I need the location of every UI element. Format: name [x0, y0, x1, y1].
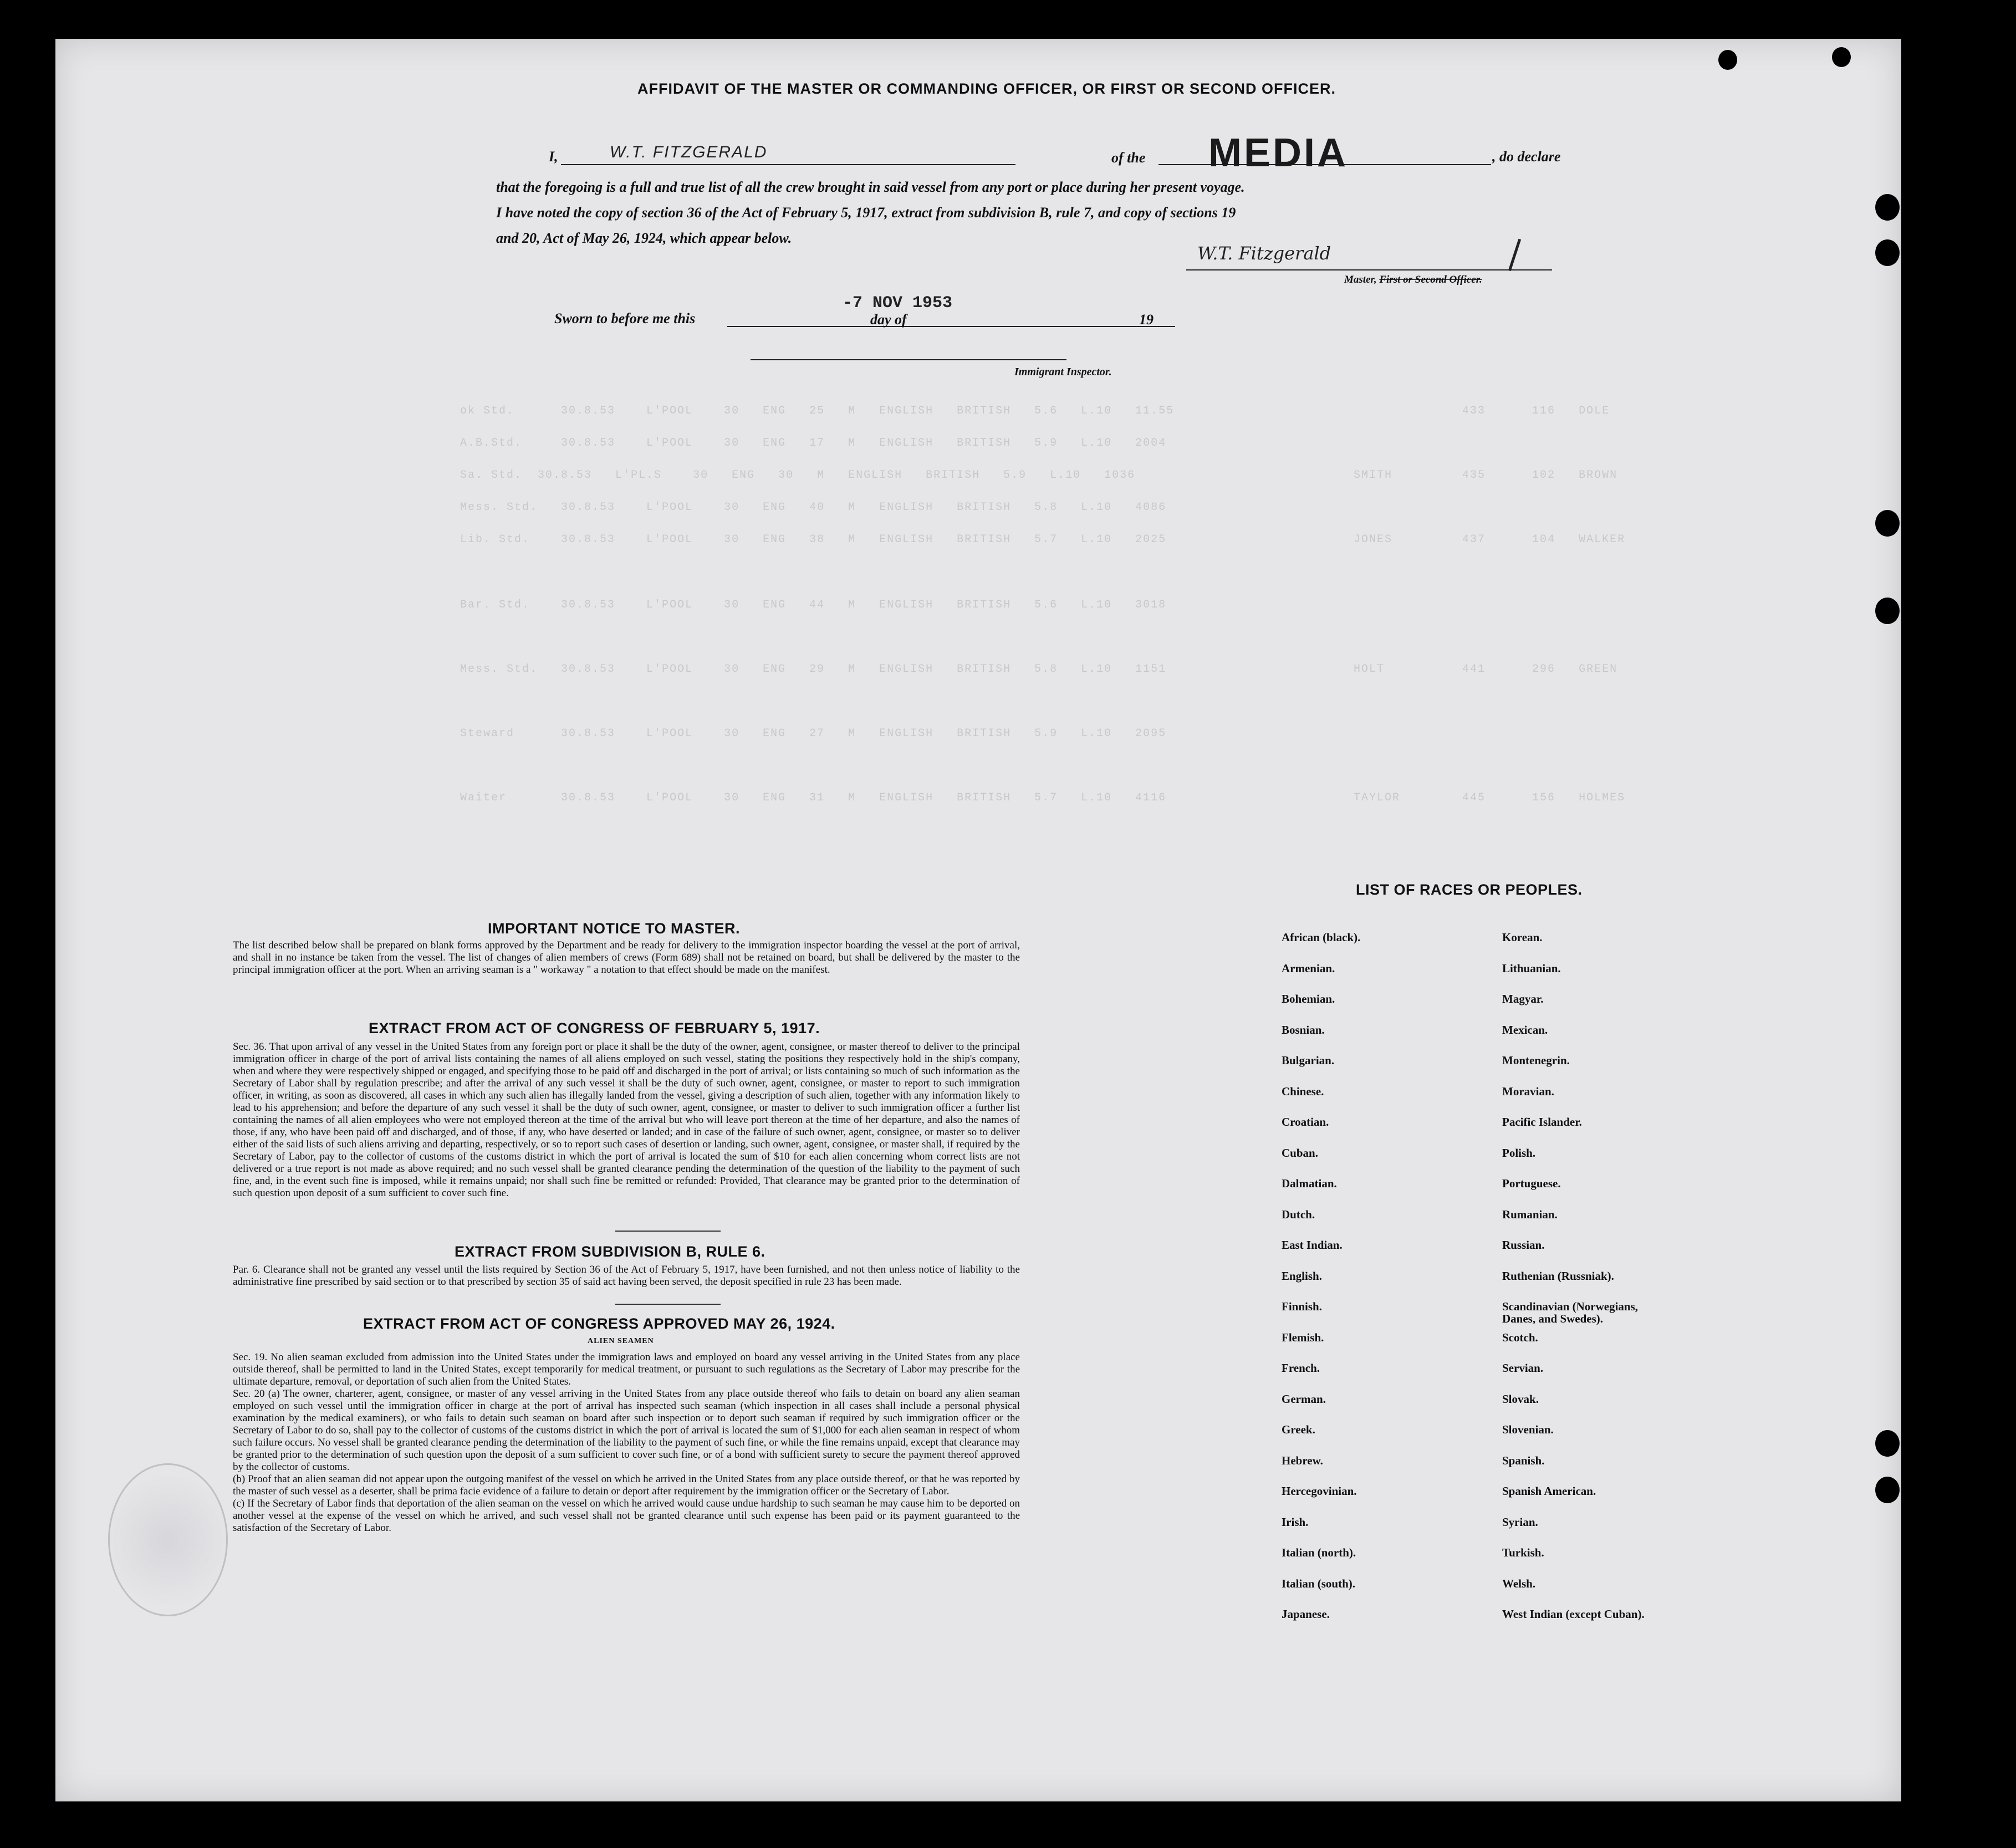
race-item: Dutch.	[1282, 1207, 1315, 1221]
punch-hole	[1875, 1430, 1900, 1457]
bleed-through-row: HOLT 441 296 GREEN	[1330, 663, 1618, 676]
race-item: Servian.	[1502, 1361, 1544, 1375]
race-item: Italian (south).	[1282, 1576, 1356, 1590]
bleed-through-row: Waiter 30.8.53 L'POOL 30 ENG 31 M ENGLISH BRITISH 5.7 L.10 4116	[421, 792, 1167, 804]
extract-1924-title: EXTRACT FROM ACT OF CONGRESS APPROVED MAY 26, 1924.	[363, 1315, 835, 1332]
section-19: Sec. 19. No alien seaman excluded from admission into the United States under the immigration laws and employed on board any vessel arriving in the United States from any place outside thereof, shall be permitted to land in the United States, except temporarily for medical treatment, or pursuant to such regulations as the Secretary of Labor may prescribe for the ultimate departure, removal, or deportation of such alien from the United States.	[233, 1351, 1020, 1387]
bleed-through-row: Bar. Std. 30.8.53 L'POOL 30 ENG 44 M ENGLISH BRITISH 5.6 L.10 3018	[421, 599, 1167, 611]
notice-body: The list described below shall be prepared on blank forms approved by the Department and be ready for delivery to the immigration inspector boarding the vessel at the port of arrival, and shall in no instance be taken from the vessel. The list of changes of alien members of crews (Form 689) shall not be retained on board, but shall be delivered by the master to the principal immigration officer at the port. When an arriving seaman is a " workaway " a notation to that effect should be made on the manifest.	[233, 940, 1020, 976]
punch-hole	[1875, 194, 1900, 221]
race-item: Ruthenian (Russniak).	[1502, 1269, 1614, 1283]
notice-title: IMPORTANT NOTICE TO MASTER.	[488, 920, 740, 937]
section-20a: Sec. 20 (a) The owner, charterer, agent, consignee, or master of any vessel arriving in the United States from any place outside thereof who fails to detain on board any alien seaman employed on such vessel until the immigration officer in charge at the port of arrival has inspected such seaman (which inspection in all cases shall include a personal physical examination by the medical examiners), or who fails to detain such seaman on board after such inspection or to deport such seaman if required by such immigration officer or the Secretary of Labor to do so, shall pay to the collector of customs of the customs district in which the port of arrival is located the sum of $1,000 for each alien seaman in respect of whom such failure occurs. No vessel shall be granted clearance pending the determination of the liability to the payment of such fine, or while the fine remains unpaid, except that clearance may be granted prior to the determination of such question upon the deposit of a sum sufficient to cover such fine, or of a bond with sufficient surety to secure the payment thereof approved by the collector of customs.	[233, 1388, 1020, 1473]
race-item: Scotch.	[1502, 1330, 1538, 1344]
punch-hole	[1875, 510, 1900, 537]
race-item: Japanese.	[1282, 1607, 1330, 1621]
punch-hole	[1718, 50, 1737, 70]
bleed-through-row: TAYLOR 445 156 HOLMES	[1330, 792, 1626, 804]
extract-1917-title: EXTRACT FROM ACT OF CONGRESS OF FEBRUARY 5, 1917.	[369, 1020, 820, 1037]
officer-name-line	[561, 164, 1015, 165]
race-item: Hercegovinian.	[1282, 1484, 1357, 1498]
master-signature: W.T. Fitzgerald	[1197, 243, 1331, 264]
bleed-through-row: A.B.Std. 30.8.53 L'POOL 30 ENG 17 M ENGLISH BRITISH 5.9 L.10 2004	[421, 437, 1167, 450]
master-caption: Master, First or Second Officer.	[1344, 274, 1482, 285]
race-item: East Indian.	[1282, 1238, 1343, 1252]
races-left-column	[1282, 931, 1360, 1639]
document-page	[55, 39, 1901, 1801]
race-item: English.	[1282, 1269, 1322, 1283]
race-item: Spanish American.	[1502, 1484, 1596, 1498]
date-stamp: -7 NOV 1953	[843, 294, 953, 313]
race-item: Bulgarian.	[1282, 1054, 1335, 1067]
section-20b: (b) Proof that an alien seaman did not appear upon the outgoing manifest of the vessel on which he arrived in the United States from any place outside thereof, or that he was reported by the master of such vessel as a deserter, shall be prima facie evidence of a failure to detain or deport after requirement by the immigration officer or the Secretary of Labor.	[233, 1473, 1020, 1497]
race-item: Spanish.	[1502, 1453, 1545, 1467]
race-item: Finnish.	[1282, 1300, 1322, 1313]
extract-1917-body: Sec. 36. That upon arrival of any vessel in the United States from any foreign port or place it shall be the duty of the owner, agent, consignee, or master thereof to deliver to the principal immigration officer in charge of the port of arrival lists containing the names of all aliens employed on such vessel, stating the positions they respectively hold in the ship's company, when and where they were respectively shipped or engaged, and specifying those to be paid off and discharged in the port of arrival; or lists containing so much of such information as the Secretary of Labor shall by regulation prescribe; and after the arrival of any such vessel it shall be the duty of such owner, agent, consignee, or master to report to such immigration officer, in writing, as soon as discovered, all cases in which any such alien has illegally landed from the vessel, giving a description of such alien, together with any information likely to lead to his apprehension; and before the departure of any such vessel it shall be the duty of such owner, agent, consignee, or master to deliver to such immigration officer a further list containing the names of all alien employees who were not employed thereon at the time of the arrival but who will leave port thereon at the time of her departure, and also the names of those, if any, who have been paid off and discharged, and of those, if any, who have deserted or landed; and in case of the failure of such owner, agent, consignee, or master so to deliver either of the said lists of such aliens arriving and departing, respectively, or so to report such cases of desertion or landing, such owner, agent, consignee, or master shall, if required by the Secretary of Labor, pay to the collector of customs of the customs district in which the port of arrival is located the sum of $10 for each alien concerning whom correct lists are not delivered or a true report is not made as above required; and no such vessel shall be granted clearance pending the determination of the question of the liability to the payment of such fine, and, in the event such fine is imposed, while it remains unpaid; nor shall such fine be remitted or refunded: Provided, That clearance may be granted prior to the determination of such question upon deposit of a sum sufficient to cover such fine.	[233, 1041, 1020, 1199]
bleed-through-row: Steward 30.8.53 L'POOL 30 ENG 27 M ENGLISH BRITISH 5.9 L.10 2095	[421, 727, 1167, 740]
embossed-seal	[108, 1463, 228, 1616]
extract-1924-body	[233, 1351, 1020, 1534]
races-right-column	[1502, 931, 1663, 1639]
race-item: Bosnian.	[1282, 1023, 1325, 1037]
statement-line-1: that the foregoing is a full and true list of all the crew brought in said vessel from any port or place during her present voyage.	[496, 179, 1245, 195]
race-item: Moravian.	[1502, 1084, 1554, 1098]
race-item: Cuban.	[1282, 1146, 1318, 1160]
day-of-label: day of	[870, 312, 907, 328]
year-label: 19	[1139, 312, 1154, 328]
bleed-through-row: Lib. Std. 30.8.53 L'POOL 30 ENG 38 M ENGLISH BRITISH 5.7 L.10 2025	[421, 533, 1167, 546]
bleed-through-row: Sa. Std. 30.8.53 L'PL.S 30 ENG 30 M ENGLISH BRITISH 5.9 L.10 1036	[421, 469, 1136, 482]
punch-hole	[1832, 47, 1851, 67]
punch-hole	[1875, 1477, 1900, 1503]
race-item: Bohemian.	[1282, 992, 1335, 1005]
rule-6-title: EXTRACT FROM SUBDIVISION B, RULE 6.	[455, 1243, 765, 1260]
race-item: Montenegrin.	[1502, 1054, 1570, 1067]
punch-hole	[1875, 598, 1900, 624]
section-divider	[615, 1304, 721, 1305]
bleed-through-row: Mess. Std. 30.8.53 L'POOL 30 ENG 40 M ENGLISH BRITISH 5.8 L.10 4086	[421, 501, 1167, 514]
race-item: Italian (north).	[1282, 1546, 1356, 1559]
race-item: Slovenian.	[1502, 1423, 1554, 1436]
sworn-label: Sworn to before me this	[554, 310, 696, 326]
race-item: Mexican.	[1502, 1023, 1548, 1037]
races-title: LIST OF RACES OR PEOPLES.	[1356, 881, 1583, 898]
race-item: Lithuanian.	[1502, 961, 1561, 975]
bleed-through-row: ok Std. 30.8.53 L'POOL 30 ENG 25 M ENGLISH BRITISH 5.6 L.10 11.55	[421, 405, 1175, 417]
affidavit-statement	[496, 175, 1743, 251]
race-item: Croatian.	[1282, 1115, 1329, 1129]
race-item: West Indian (except Cuban).	[1502, 1607, 1645, 1621]
race-item: Turkish.	[1502, 1546, 1544, 1559]
race-item: Korean.	[1502, 931, 1543, 944]
race-item: Welsh.	[1502, 1576, 1536, 1590]
race-item: German.	[1282, 1392, 1326, 1406]
bleed-through-row: JONES 437 104 WALKER	[1330, 533, 1626, 546]
statement-line-3: and 20, Act of May 26, 1924, which appear below.	[496, 230, 792, 246]
month-line	[920, 326, 1175, 327]
race-item: Armenian.	[1282, 961, 1335, 975]
i-label: I,	[549, 149, 558, 165]
inspector-caption: Immigrant Inspector.	[1014, 366, 1112, 378]
rule-6-body: Par. 6. Clearance shall not be granted any vessel until the lists required by Section 36 of the Act of February 5, 1917, have been furnished, and not then unless notice of liability to the administrative fine prescribed by said section or to that prescribed by section 35 of said act having been served, the deposit specified in rule 23 has been made.	[233, 1264, 1020, 1288]
race-item: African (black).	[1282, 931, 1361, 944]
race-item: Scandinavian (Norwegians, Danes, and Swedes).	[1502, 1300, 1639, 1325]
of-the-label: of the	[1111, 150, 1146, 166]
statement-line-2: I have noted the copy of section 36 of the Act of February 5, 1917, extract from subdivision B, rule 7, and copy of sections 19	[496, 205, 1236, 221]
race-item: Irish.	[1282, 1515, 1309, 1529]
race-item: Slovak.	[1502, 1392, 1539, 1406]
race-item: Pacific Islander.	[1502, 1115, 1582, 1129]
bleed-through-row: SMITH 435 102 BROWN	[1330, 469, 1618, 482]
officer-name: W.T. FITZGERALD	[610, 143, 768, 161]
race-item: French.	[1282, 1361, 1320, 1375]
inspector-signature-line	[751, 359, 1066, 360]
race-item: Chinese.	[1282, 1084, 1324, 1098]
section-divider	[615, 1231, 721, 1232]
race-item: Hebrew.	[1282, 1453, 1323, 1467]
race-item: Flemish.	[1282, 1330, 1324, 1344]
race-item: Rumanian.	[1502, 1207, 1558, 1221]
bleed-through-row: 433 116 DOLE	[1330, 405, 1610, 417]
race-item: Polish.	[1502, 1146, 1536, 1160]
race-item: Magyar.	[1502, 992, 1544, 1005]
race-item: Russian.	[1502, 1238, 1545, 1252]
section-20c: (c) If the Secretary of Labor finds that deportation of the alien seaman on the vessel on which he arrived would cause undue hardship to such seaman he may cause him to be deported on another vessel at the expense of the vessel on which he arrived, and such vessel shall not be granted clearance until such expense has been paid or its payment guaranteed to the satisfaction of the Secretary of Labor.	[233, 1498, 1020, 1534]
signature-line	[1186, 269, 1552, 270]
do-declare-label: , do declare	[1492, 149, 1561, 165]
vessel-name: MEDIA	[1208, 131, 1348, 175]
race-item: Greek.	[1282, 1423, 1315, 1436]
punch-hole	[1875, 239, 1900, 266]
race-item: Syrian.	[1502, 1515, 1538, 1529]
affidavit-title: AFFIDAVIT OF THE MASTER OR COMMANDING OFFICER, OR FIRST OR SECOND OFFICER.	[637, 80, 1336, 97]
bleed-through-row: Mess. Std. 30.8.53 L'POOL 30 ENG 29 M ENGLISH BRITISH 5.8 L.10 1151	[421, 663, 1167, 676]
race-item: Portuguese.	[1502, 1177, 1561, 1190]
extract-1924-subtitle: ALIEN SEAMEN	[588, 1337, 654, 1345]
race-item: Dalmatian.	[1282, 1177, 1337, 1190]
